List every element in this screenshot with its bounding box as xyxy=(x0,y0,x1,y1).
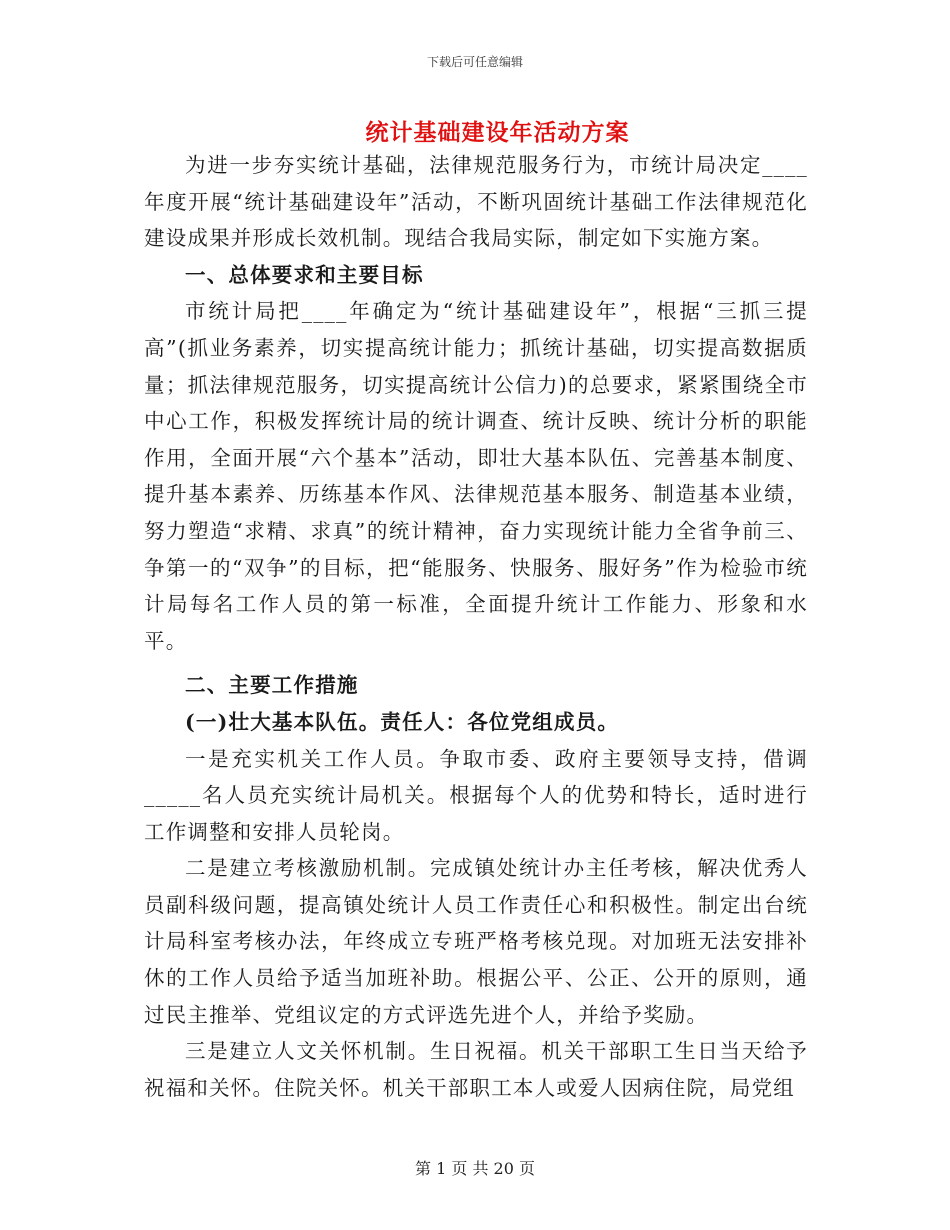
document-body xyxy=(144,147,808,1106)
section-heading-2: 二、主要工作措施 xyxy=(185,673,359,698)
document-title: 统计基础建设年活动方案 xyxy=(365,119,630,146)
measure-paragraph-2: 二是建立考核激励机制。完成镇处统计办主任考核，解决优秀人员副科级问题，提高镇处统计人员工作责任心和积极性。制定出台统计局科室考核办法，年终成立专班严格考核兑现。对加班无法安排补休的工作人员给予适当加班补助。根据公平、公正、公开的原则，通过民主推举、党组议定的方式评选先进个人，并给予奖励。 xyxy=(144,856,808,1027)
goals-paragraph: 市统计局把____年确定为“统计基础建设年”，根据“三抓三提高”(抓业务素养，切实提高统计能力；抓统计基础，切实提高数据质量；抓法律规范服务，切实提高统计公信力)的总要求，紧紧围绕全市中心工作，积极发挥统计局的统计调查、统计反映、统计分析的职能作用，全面开展“六个基本”活动，即壮大基本队伍、完善基本制度、提升基本素养、历练基本作风、法律规范基本服务、制造基本业绩，努力塑造“求精、求真”的统计精神，奋力实现统计能力全省争前三、争第一的“双争”的目标，把“能服务、快服务、服好务”作为检验市统计局每名工作人员的第一标准，全面提升统计工作能力、形象和水平。 xyxy=(144,299,808,653)
intro-paragraph: 为进一步夯实统计基础，法律规范服务行为，市统计局决定____年度开展“统计基础建设年”活动，不断巩固统计基础工作法律规范化建设成果并形成长效机制。现结合我局实际，制定如下实施方案。 xyxy=(144,153,808,251)
measure-paragraph-3: 三是建立人文关怀机制。生日祝福。机关干部职工生日当天给予祝福和关怀。住院关怀。机关干部职工本人或爱人因病住院，局党组 xyxy=(144,1039,808,1100)
measure-paragraph-1: 一是充实机关工作人员。争取市委、政府主要领导支持，借调_____名人员充实统计局机关。根据每个人的优势和特长，适时进行工作调整和安排人员轮岗。 xyxy=(144,746,808,844)
section-heading-1: 一、总体要求和主要目标 xyxy=(185,262,424,287)
subsection-heading-1: (一)壮大基本队伍。责任人：各位党组成员。 xyxy=(185,709,620,734)
page-number-footer: 第 1 页 共 20 页 xyxy=(415,1159,535,1178)
header-note: 下载后可任意编辑 xyxy=(426,55,523,69)
